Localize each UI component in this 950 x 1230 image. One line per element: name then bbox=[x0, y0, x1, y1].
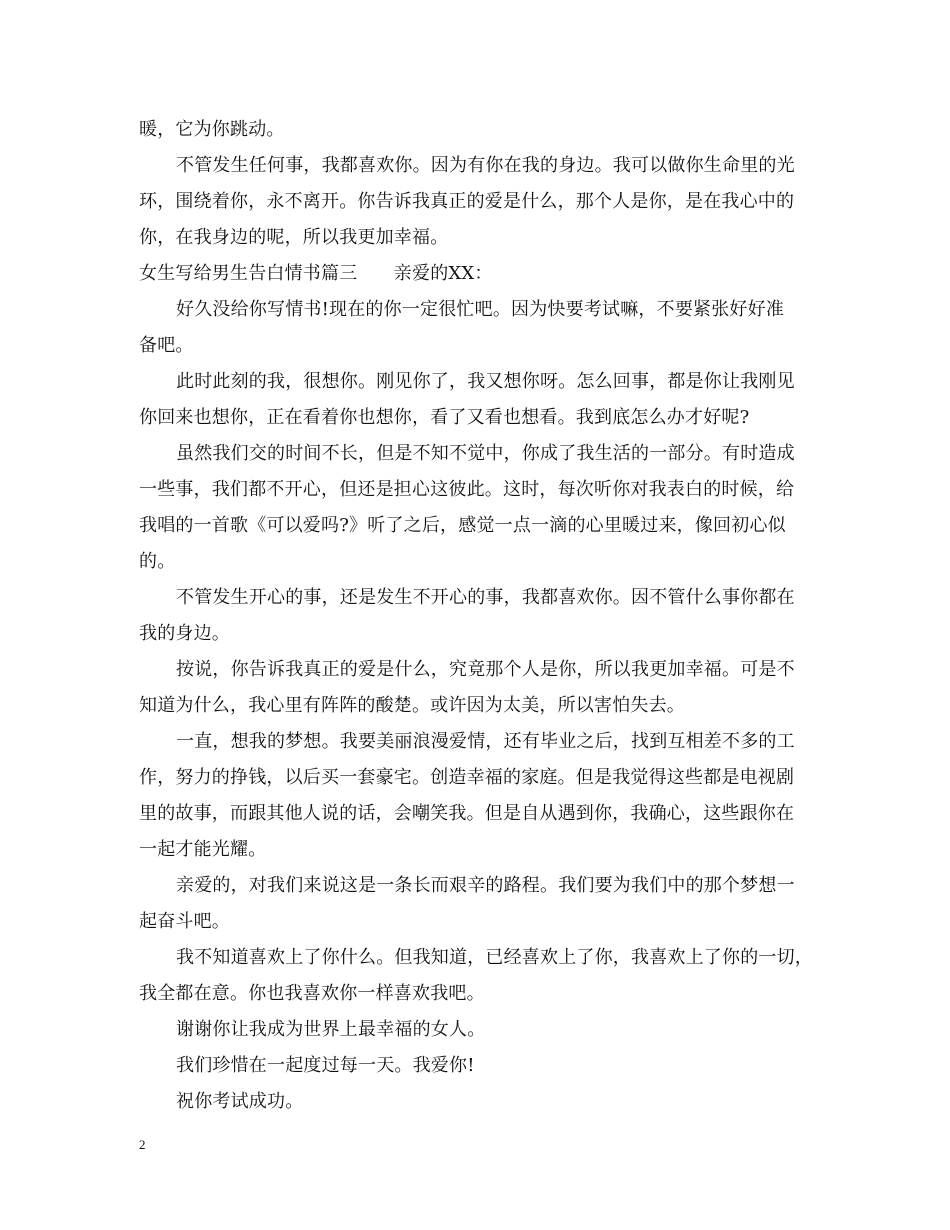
text-line: 起奋斗吧。 bbox=[139, 911, 230, 932]
paragraph-start-line: 亲爱的，对我们来说这是一条长而艰辛的路程。我们要为我们中的那个梦想一 bbox=[176, 875, 795, 896]
text-line: 暖，它为你跳动。 bbox=[139, 119, 285, 140]
paragraph-start-line: 不管发生开心的事，还是发生不开心的事，我都喜欢你。因不管什么事你都在 bbox=[176, 587, 795, 608]
text-line: 知道为什么，我心里有阵阵的酸楚。或许因为太美，所以害怕失去。 bbox=[139, 695, 685, 716]
text-line: 你，在我身边的呢，所以我更加幸福。 bbox=[139, 227, 449, 248]
paragraph-start-line: 好久没给你写情书!现在的你一定很忙吧。因为快要考试嘛，不要紧张好好准 bbox=[176, 299, 785, 320]
text-line: 我的身边。 bbox=[139, 623, 230, 644]
text-line: 作，努力的挣钱，以后买一套豪宅。创造幸福的家庭。但是我觉得这些都是电视剧 bbox=[139, 767, 795, 788]
text-line: 我唱的一首歌《可以爱吗?》听了之后，感觉一点一滴的心里暖过来，像回初心似 bbox=[139, 515, 786, 536]
text-line: 我全都在意。你也我喜欢你一样喜欢我吧。 bbox=[139, 983, 485, 1004]
text-line: 环，围绕着你，永不离开。你告诉我真正的爱是什么，那个人是你，是在我心中的 bbox=[139, 191, 795, 212]
text-line: 的。 bbox=[139, 551, 176, 572]
paragraph-start-line: 按说，你告诉我真正的爱是什么，究竟那个人是你，所以我更加幸福。可是不 bbox=[176, 659, 795, 680]
paragraph-start-line: 一直，想我的梦想。我要美丽浪漫爱情，还有毕业之后，找到互相差不多的工 bbox=[176, 731, 795, 752]
paragraph-start-line: 此时此刻的我，很想你。刚见你了，我又想你呀。怎么回事，都是你让我刚见 bbox=[176, 371, 795, 392]
paragraph-start-line: 祝你考试成功。 bbox=[176, 1091, 304, 1112]
section-heading-line: 女生写给男生告白情书篇三 亲爱的XX： bbox=[139, 263, 493, 284]
paragraph-start-line: 谢谢你让我成为世界上最幸福的女人。 bbox=[176, 1019, 486, 1040]
paragraph-start-line: 虽然我们交的时间不长，但是不知不觉中，你成了我生活的一部分。有时造成 bbox=[176, 443, 795, 464]
paragraph-start-line: 我们珍惜在一起度过每一天。我爱你! bbox=[176, 1055, 475, 1076]
text-line: 你回来也想你，正在看着你也想你，看了又看也想看。我到底怎么办才好呢? bbox=[139, 407, 750, 428]
paragraph-start-line: 不管发生任何事，我都喜欢你。因为有你在我的身边。我可以做你生命里的光 bbox=[176, 155, 795, 176]
text-line: 里的故事，而跟其他人说的话，会嘲笑我。但是自从遇到你，我确心，这些跟你在 bbox=[139, 803, 795, 824]
paragraph-start-line: 我不知道喜欢上了你什么。但我知道，已经喜欢上了你，我喜欢上了你的一切， bbox=[176, 947, 813, 968]
text-line: 备吧。 bbox=[139, 335, 194, 356]
page-number: 2 bbox=[139, 1137, 146, 1152]
text-line: 一些事，我们都不开心，但还是担心这彼此。这时，每次听你对我表白的时候，给 bbox=[139, 479, 795, 500]
text-line: 一起才能光耀。 bbox=[139, 839, 267, 860]
